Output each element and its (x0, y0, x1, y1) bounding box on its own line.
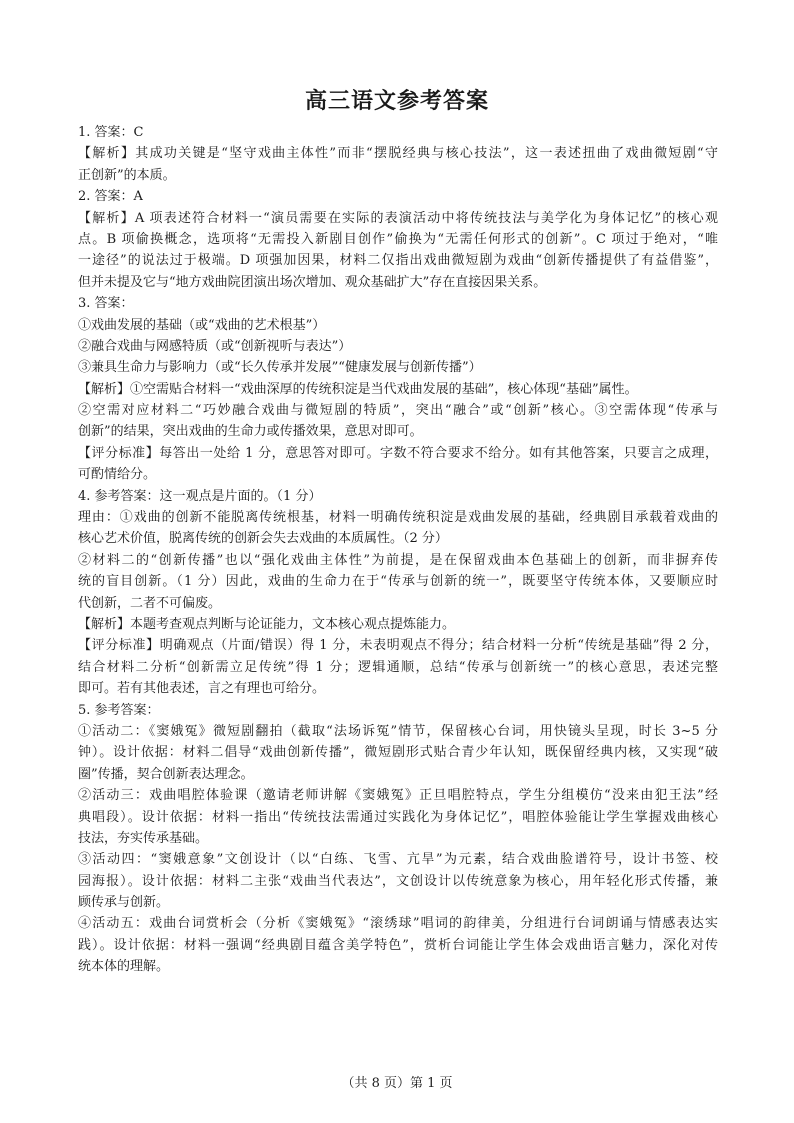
text-line: ④活动五：戏曲台词赏析会（分析《窦娥冤》“滚绣球”唱词的韵律美，分组进行台词朗诵与情感表达实 (78, 916, 718, 932)
text-line: 核心艺术价值，脱离传统的创新会失去戏曲的本质属性。（2 分） (78, 531, 448, 547)
text-line: 5. 参考答案： (78, 702, 160, 718)
text-line: 【解析】A 项表述符合材料一“演员需要在实际的表演活动中将传统技法与美学化为身体记忆”的核心观 (78, 210, 718, 226)
page-title: 高三语文参考答案 (304, 89, 489, 114)
text-line: ②空需对应材料二“巧妙融合戏曲与微短剧的特质”，突出“融合”或“创新”核心。③空需体现“传承与 (78, 403, 718, 419)
text-line: ②融合戏曲与网感特质（或“创新视听与表达”） (78, 338, 352, 354)
text-line: ③兼具生命力与影响力（或“长久传承并发展”“健康发展与创新传播”） (78, 360, 482, 376)
text-line: 【解析】本题考查观点判断与论证能力，文本核心观点提炼能力。 (78, 616, 456, 632)
text-line: 正创新”的本质。 (78, 167, 176, 183)
text-line: 代创新，二者不可偏废。 (78, 595, 222, 611)
text-line: ①戏曲发展的基础（或“戏曲的艺术根基”） (78, 317, 326, 333)
text-line: 结合材料二分析“创新需立足传统”得 1 分；逻辑通顺，总结“传承与创新统一”的核心意思，表述完整 (78, 659, 718, 675)
text-line: 即可。若有其他表述，言之有理也可给分。 (78, 681, 326, 697)
text-line: ②活动三：戏曲唱腔体验课（邀请老师讲解《窦娥冤》正旦唱腔特点，学生分组模仿“没来由犯王法”经 (78, 788, 718, 804)
text-line: 【评分标准】每答出一处给 1 分，意思答对即可。字数不符合要求不给分。如有其他答案，只要言之成理， (78, 445, 718, 461)
text-line: 践）。设计依据：材料一强调“经典剧目蕴含美学特色”，赏析台词能让学生体会戏曲语言魅力，深化对传 (78, 937, 718, 953)
text-line: 【解析】①空需贴合材料一“戏曲深厚的传统积淀是当代戏曲发展的基础”，核心体现“基础”属性。 (78, 381, 638, 397)
text-line: 创新”的结果，突出戏曲的生命力或传播效果，意思对即可。 (78, 424, 423, 440)
text-line: 但并未提及它与“地方戏曲院团演出场次增加、观众基础扩大”存在直接因果关系。 (78, 274, 547, 290)
text-line: ②材料二的“创新传播”也以“强化戏曲主体性”为前提，是在保留戏曲本色基础上的创新，而非摒弃传 (78, 552, 718, 568)
text-line: 点。B 项偷换概念，选项将“无需投入新剧目创作”偷换为“无需任何形式的创新”。C 项过于绝对，“唯 (78, 231, 718, 247)
text-line: ③活动四：“窦娥意象”文创设计（以“白练、飞雪、亢旱”为元素，结合戏曲脸谱符号，设计书签、校 (78, 852, 718, 868)
text-line: ①活动二：《窦娥冤》微短剧翻拍（截取“法场诉冤”情节，保留核心台词，用快镜头呈现，时长 3~5 分 (78, 723, 718, 739)
text-line: 2. 答案：A (78, 189, 143, 205)
text-line: 1. 答案：C (78, 125, 144, 140)
text-line: 理由：①戏曲的创新不能脱离传统根基，材料一明确传统积淀是戏曲发展的基础，经典剧目承载着戏曲的 (78, 510, 718, 526)
text-line: 典唱段）。设计依据：材料一指出“传统技法需通过实践化为身体记忆”，唱腔体验能让学生掌握戏曲核心 (78, 809, 718, 825)
text-line: 4. 参考答案：这一观点是片面的。（1 分） (78, 488, 322, 504)
answer-body (78, 122, 718, 978)
text-line: 钟）。设计依据：材料二倡导“戏曲创新传播”，微短剧形式贴合青少年认知，既保留经典内核，又实现“破 (78, 745, 718, 761)
text-line: 【解析】其成功关键是“坚守戏曲主体性”而非“摆脱经典与核心技法”，这一表述扭曲了戏曲微短剧“守 (78, 146, 718, 162)
text-line: 顾传承与创新。 (78, 895, 170, 911)
page-footer: （共 8 页）第 1 页 (341, 1076, 453, 1091)
text-line: 园海报）。设计依据：材料二主张“戏曲当代表达”，文创设计以传统意象为核心，用年轻化形式传播，兼 (78, 873, 718, 889)
text-line: 统的盲目创新。（1 分）因此，戏曲的生命力在于“传承与创新的统一”，既要坚守传统本体，又要顺应时 (78, 574, 718, 590)
text-line: 3. 答案： (78, 296, 134, 312)
text-line: 【评分标准】明确观点（片面/错误）得 1 分，未表明观点不得分；结合材料一分析“传统是基础”得 2 分， (78, 638, 718, 654)
text-line: 圈”传播，契合创新表达理念。 (78, 766, 254, 782)
text-line: 统本体的理解。 (78, 959, 170, 975)
text-line: 技法，夯实传承基础。 (78, 830, 209, 846)
text-line: 一途径”的说法过于极端。D 项强加因果，材料二仅指出戏曲微短剧为戏曲“创新传播提供了有益借鉴”， (78, 253, 718, 269)
text-line: 可酌情给分。 (78, 467, 157, 483)
